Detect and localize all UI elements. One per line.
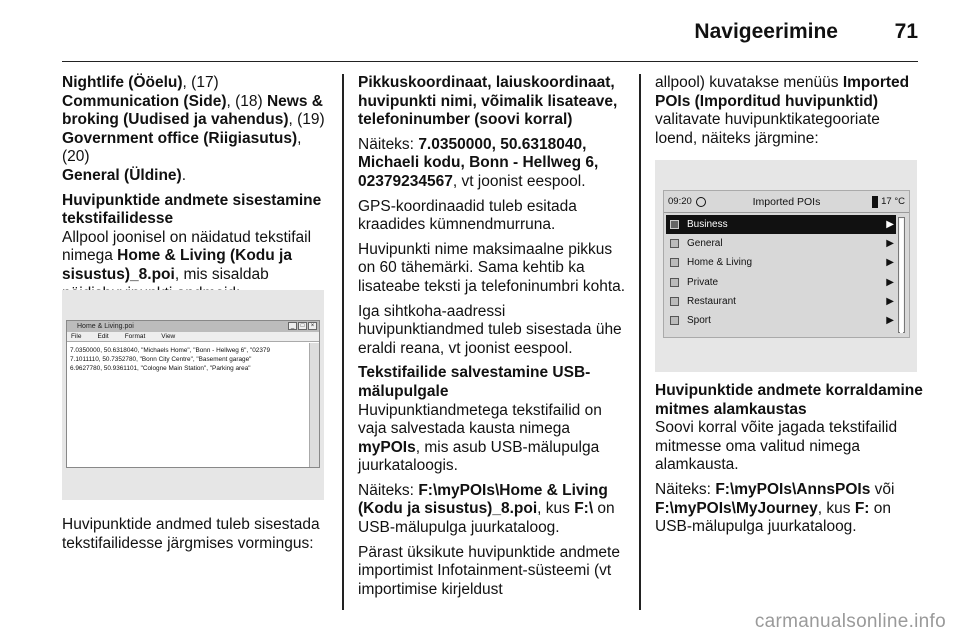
- arrow-right-icon: ▶: [886, 295, 894, 307]
- notepad-window: [66, 320, 320, 468]
- item-label: Business: [687, 219, 728, 231]
- thermometer-icon: [872, 196, 878, 208]
- watermark: carmanualsonline.info: [754, 611, 946, 632]
- maximize-icon: □: [298, 322, 307, 330]
- arrow-right-icon: ▶: [886, 219, 894, 231]
- column-divider: [639, 74, 641, 610]
- path-value: F:\myPOIs\AnnsPOIs: [715, 480, 871, 498]
- item-label: General: [687, 238, 723, 250]
- poi-line: 7.0350000, 50.6318040, "Michaels Home", "Bonn - Hellweg 6", "02379: [70, 347, 270, 354]
- number-18: , (18): [226, 92, 267, 110]
- body-text: Allpool joonisel on näidatud tekstifail nimega: [62, 228, 312, 265]
- format-description: Pikkuskoordinaat, laiuskoordinaat, huvipunkti nimi, võimalik lisateave, telefoninumber (soovi korral): [358, 74, 618, 129]
- item-label: Sport: [687, 315, 711, 327]
- list-item[interactable]: [666, 215, 896, 234]
- list-item[interactable]: [666, 253, 896, 272]
- body-text: Soovi korral võite jagada tekstifailid mitmesse oma valitud nimega alamkausta.: [655, 419, 898, 474]
- body-text: GPS-koordinaadid tuleb esitada kraadides kümnendmurruna.: [358, 197, 577, 234]
- clock: 09:20: [668, 196, 692, 207]
- notepad-titlebar: [67, 321, 319, 332]
- category-general: General (Üldine): [62, 166, 182, 184]
- folder-icon: [670, 297, 679, 306]
- notepad-title: Home & Living.poi: [77, 323, 134, 330]
- subheading: Huvipunktide andmete korraldamine mitmes alamkaustas: [655, 382, 923, 418]
- menu-edit: Edit: [97, 333, 109, 340]
- body-text: on USB-mälupulga juurkataloog.: [655, 499, 892, 536]
- category-communication: Communication (Side): [62, 92, 227, 110]
- poi-category-list: [666, 215, 896, 330]
- poi-line: 7.1011110, 50.7352780, "Bonn City Centre", "Basement garage": [70, 356, 252, 363]
- category-government: Government office (Riigiasutus): [62, 129, 298, 147]
- column-left-bottom: [62, 516, 330, 559]
- list-item[interactable]: [666, 234, 896, 253]
- minimize-icon: _: [288, 322, 297, 330]
- menu-file: File: [71, 333, 82, 340]
- body-text: Pärast üksikute huvipunktide andmete importimist Infotainment-süsteemi (vt importimise kirjeldust: [358, 543, 620, 598]
- drive-letter: F:: [854, 499, 870, 517]
- close-icon: ×: [308, 322, 317, 330]
- column-right: [655, 74, 923, 154]
- poi-line: 6.9627780, 50.9361101, "Cologne Main Station", "Parking area": [70, 365, 251, 372]
- body-text: Iga sihtkoha-aadressi huvipunktiandmed tuleb sisestada ühe eraldi reana, vt joonist eespool.: [358, 302, 622, 357]
- temperature: [872, 196, 905, 208]
- category-nightlife: Nightlife (Ööelu): [62, 74, 183, 91]
- example-path: [358, 482, 626, 538]
- menu-format: Format: [124, 333, 146, 340]
- poi-screen: [663, 190, 910, 338]
- column-middle: [358, 74, 626, 599]
- path-value: F:\myPOIs\MyJourney: [655, 499, 818, 517]
- column-right-bottom: [655, 382, 923, 543]
- screen-title: Imported POIs: [752, 195, 821, 208]
- subfolder-section: [655, 382, 923, 475]
- folder-icon: [670, 239, 679, 248]
- filename: Home & Living (Kodu ja sisustus)_8.poi: [62, 247, 292, 283]
- list-item[interactable]: [666, 311, 896, 330]
- imported-pois-screenshot: [655, 160, 917, 372]
- folder-icon: [670, 220, 679, 229]
- subheading: Huvipunktide andmete sisestamine tekstifailidesse: [62, 191, 322, 228]
- body-text: Huvipunktiandmetega tekstifailid on vaja salvestada kausta nimega: [358, 401, 602, 438]
- example-text: [358, 136, 626, 192]
- notepad-content: [67, 343, 309, 467]
- scrollbar-thumb[interactable]: [900, 219, 903, 333]
- number-19: , (19): [288, 111, 325, 129]
- arrow-right-icon: ▶: [886, 238, 894, 250]
- list-item[interactable]: [666, 292, 896, 311]
- body-text: , vt joonist eespool.: [452, 172, 586, 190]
- page-header: [62, 0, 918, 62]
- body-text: Huvipunktide andmed tuleb sisestada tekstifailidesse järgmises vormingus:: [62, 516, 320, 552]
- arrow-right-icon: ▶: [886, 315, 894, 327]
- imported-pois-text: [655, 74, 923, 148]
- section-title: Navigeerimine: [694, 20, 838, 43]
- notepad-menubar: [67, 332, 319, 342]
- usb-section: [358, 364, 626, 476]
- number-20: , (20): [62, 129, 302, 166]
- menu-name: Imported POIs (Imporditud huvipunktid): [655, 74, 910, 110]
- body-text: Näiteks:: [358, 481, 419, 499]
- arrow-right-icon: ▶: [886, 257, 894, 269]
- body-text: on USB-mälupulga juurkataloog.: [358, 500, 615, 537]
- body-text: või: [870, 480, 895, 498]
- body-text: , kus: [817, 499, 855, 517]
- notepad-screenshot: [62, 290, 324, 500]
- body-text: Näiteks:: [655, 480, 716, 498]
- body-text: allpool) kuvatakse menüüs: [655, 74, 843, 91]
- scrollbar[interactable]: [898, 217, 905, 333]
- menu-view: View: [161, 333, 176, 340]
- scrollbar: [309, 343, 319, 467]
- body-text: valitavate huvipunktikategooriate loend, näiteks järgmine:: [655, 111, 880, 147]
- body-text: , mis sisaldab: [174, 265, 269, 283]
- body-text: , mis asub USB-mälupulga juurkataloogis.: [358, 438, 600, 475]
- subheading: Tekstifailide salvestamine USB-mälupulgale: [358, 364, 591, 400]
- body-text: Huvipunkti nime maksimaalne pikkus on 60 tähemärki. Sama kehtib ka lisateabe teksti ja telefoninumbri kohta.: [358, 240, 626, 295]
- category-list: [62, 74, 330, 186]
- number-17: , (17): [182, 74, 219, 91]
- page-number: 71: [894, 20, 918, 43]
- period: .: [181, 166, 187, 184]
- temperature-value: 17 °C: [881, 196, 905, 207]
- folder-icon: [670, 316, 679, 325]
- arrow-right-icon: ▶: [886, 276, 894, 288]
- folder-icon: [670, 258, 679, 267]
- item-label: Private: [687, 276, 719, 288]
- folder-name: myPOIs: [358, 438, 416, 456]
- path-value: F:\myPOIs\Home & Living (Kodu ja sisustus)_8.poi: [358, 481, 608, 518]
- body-text: , kus: [537, 500, 575, 518]
- category-news: News & broking (Uudised ja vahendus): [62, 92, 323, 129]
- status-bar: [664, 191, 909, 213]
- drive-letter: F:\: [574, 500, 594, 518]
- example-subfolder: [655, 481, 923, 537]
- example-value: 7.0350000, 50.6318040, Michaeli kodu, Bonn - Hellweg 6, 02379234567: [358, 135, 599, 190]
- item-label: Restaurant: [687, 295, 736, 307]
- list-item[interactable]: [666, 273, 896, 292]
- column-divider: [342, 74, 344, 610]
- folder-icon: [670, 278, 679, 287]
- item-label: Home & Living: [687, 257, 753, 269]
- poi-textfile-section: [62, 192, 330, 304]
- column-left: [62, 74, 330, 309]
- body-text: Näiteks:: [358, 135, 419, 153]
